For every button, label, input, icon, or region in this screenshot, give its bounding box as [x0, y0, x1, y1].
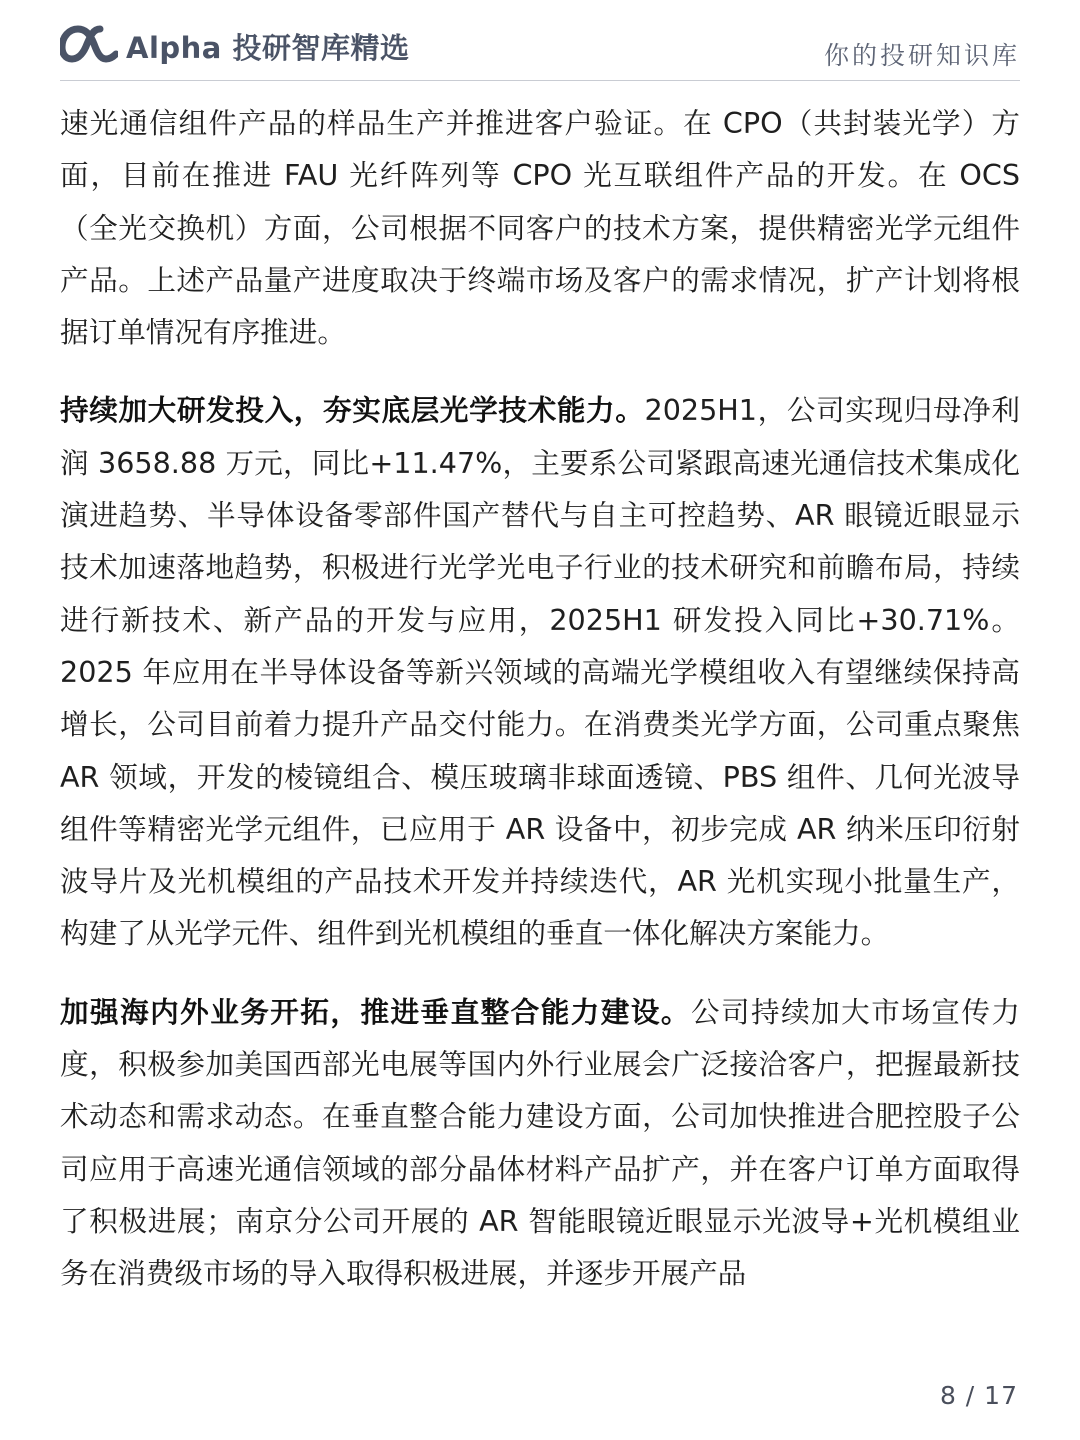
- paragraph-lead: 持续加大研发投入，夯实底层光学技术能力。: [60, 393, 645, 428]
- article-body: [60, 97, 1020, 1326]
- page-number: 8 / 17: [939, 1381, 1018, 1410]
- paragraph-lead: 加强海内外业务开拓，推进垂直整合能力建设。: [60, 994, 691, 1029]
- brand: [60, 20, 409, 67]
- paragraph: [60, 384, 1020, 959]
- alpha-icon: [60, 21, 118, 67]
- page-header: [60, 18, 1020, 81]
- brand-name: Alpha 投研智库精选: [126, 31, 410, 65]
- header-tagline: 你的投研知识库: [823, 41, 1020, 70]
- paragraph: [60, 97, 1020, 358]
- paragraph-text: 速光通信组件产品的样品生产并推进客户验证。在 CPO（共封装光学）方面，目前在推进 FAU 光纤阵列等 CPO 光互联组件产品的开发。在 OCS（全光交换机）方面，公司根据不同客户的技术方案，提供精密光学元组件产品。上述产品量产进度取决于终端市场及客户的需求情况，扩产计划将根据订单情况有序推进。: [60, 106, 1020, 350]
- paragraph: [60, 986, 1020, 1300]
- paragraph-text: 公司持续加大市场宣传力度，积极参加美国西部光电展等国内外行业展会广泛接洽客户，把握最新技术动态和需求动态。在垂直整合能力建设方面，公司加快推进合肥控股子公司应用于高速光通信领域的部分晶体材料产品扩产，并在客户订单方面取得了积极进展；南京分公司开展的 AR 智能眼镜近眼显示光波导+光机模组业务在消费级市场的导入取得积极进展，并逐步开展产品: [60, 994, 1020, 1291]
- paragraph-text: 2025H1，公司实现归母净利润 3658.88 万元，同比+11.47%，主要系公司紧跟高速光通信技术集成化演进趋势、半导体设备零部件国产替代与自主可控趋势、AR 眼镜近眼显示技术加速落地趋势，积极进行光学光电子行业的技术研究和前瞻布局，持续进行新技术、新产品的开发与应用，2025H1 研发投入同比+30.71%。2025 年应用在半导体设备等新兴领域的高端光学模组收入有望继续保持高增长，公司目前着力提升产品交付能力。在消费类光学方面，公司重点聚焦 AR 领域，开发的棱镜组合、模压玻璃非球面透镜、PBS 组件、几何光波导组件等精密光学元组件，已应用于 AR 设备中，初步完成 AR 纳米压印衍射波导片及光机模组的产品技术开发并持续迭代，AR 光机实现小批量生产，构建了从光学元件、组件到光机模组的垂直一体化解决方案能力。: [60, 393, 1020, 951]
